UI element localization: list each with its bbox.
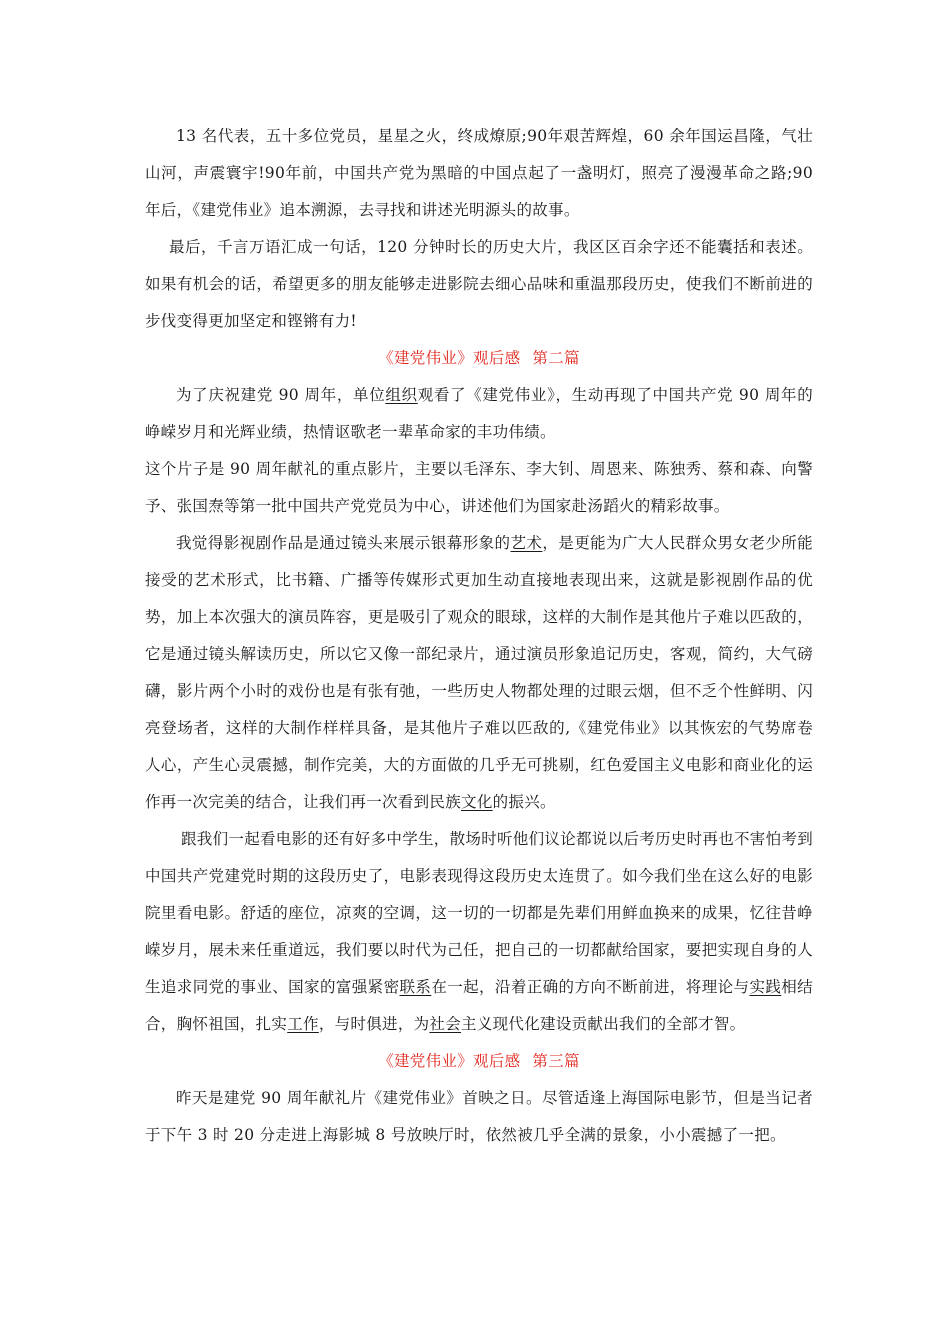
underlined-term: 文化	[461, 793, 493, 811]
section-heading-2	[145, 340, 813, 377]
section-number: 第二篇	[532, 349, 580, 367]
text-run: 的振兴。	[492, 793, 556, 811]
text-run: ，是更能为广大人民群众男女老少所能接受的艺术形式，比书籍、广播等传媒形式更加生动直接地表现出来，这就是影视剧作品的优势，加上本次强大的演员阵容，更是吸引了观众的眼球，这样的大制作是其他片子难以匹敌的，它是通过镜头解读历史，所以它又像一部纪录片，通过演员形象追记历史，客观，简约，大气磅礴，影片两个小时的戏份也是有张有弛，一些历史人物都处理的过眼云烟，但不乏个性鲜明、闪亮登场者，这样的大制作样样具备，是其他片子难以匹敌的,《建党伟业》以其恢宏的气势席卷人心，产生心灵震撼，制作完美，大的方面做的几乎无可挑剔，红色爱国主义电影和商业化的运作再一次完美的结合，让我们再一次看到民族	[145, 534, 813, 811]
underlined-term: 工作	[287, 1015, 319, 1033]
underlined-term: 艺术	[510, 534, 543, 552]
paragraph-film-summary: 这个片子是 90 周年献礼的重点影片，主要以毛泽东、李大钊、周恩来、陈独秀、蔡和森、向警予、张国焘等第一批中国共产党党员为中心，讲述他们为国家赴汤蹈火的精彩故事。	[145, 460, 813, 515]
section-title: 《建党伟业》观后感	[378, 349, 521, 367]
section-number: 第三篇	[532, 1052, 580, 1070]
text-run: 我觉得影视剧作品是通过镜头来展示银幕形象的	[176, 534, 511, 552]
section-heading-3	[145, 1043, 813, 1080]
underlined-term: 联系	[399, 978, 432, 996]
text-run: 相结合，胸怀祖国，扎实	[145, 978, 813, 1033]
text-run: 主义现代化建设贡献出我们的全部才智。	[461, 1015, 746, 1033]
underlined-term: 组织	[385, 386, 418, 404]
text-run: 为了庆祝建党 90 周年，单位	[176, 386, 386, 404]
underlined-term: 社会	[429, 1015, 462, 1033]
paragraph-intro: 13 名代表，五十多位党员，星星之火，终成燎原;90年艰苦辉煌，60 余年国运昌隆，气壮山河，声震寰宇!90年前，中国共产党为黑暗的中国点起了一盏明灯，照亮了漫漫革命之路;90年后，《建党伟业》追本溯源，去寻找和讲述光明源头的故事。	[145, 127, 813, 219]
text-run: ，与时俱进，为	[318, 1015, 430, 1033]
text-run: 跟我们一起看电影的还有好多中学生，散场时听他们议论都说以后考历史时再也不害怕考到中国共产党建党时期的这段历史了，电影表现得这段历史太连贯了。如今我们坐在这么好的电影院里看电影。舒适的座位，凉爽的空调，这一切的一切都是先辈们用鲜血换来的成果，忆往昔峥嵘岁月，展未来任重道远，我们要以时代为己任，把自己的一切都献给国家，要把实现自身的人生追求同党的事业、国家的富强紧密	[145, 830, 814, 996]
section-title: 《建党伟业》观后感	[378, 1052, 521, 1070]
text-run: 在一起，沿着正确的方向不断前进，将理论与	[431, 978, 750, 996]
paragraph-film-review	[145, 525, 813, 821]
paragraph-students	[145, 821, 813, 1043]
paragraph-conclusion: 最后，千言万语汇成一句话，120 分钟时长的历史大片，我区区百余字还不能囊括和表述。如果有机会的话，希望更多的朋友能够走进影院去细心品味和重温那段历史，使我们不断前进的步伐变得更加坚定和铿锵有力!	[145, 238, 813, 330]
paragraph-premiere: 昨天是建党 90 周年献礼片《建党伟业》首映之日。尽管适逢上海国际电影节，但是当记者于下午 3 时 20 分走进上海影城 8 号放映厅时，依然被几乎全满的景象，小小震撼了一把。	[145, 1089, 813, 1144]
text-run: 观看了《建党伟业》，生动再现了中国共产党 90 周年的峥嵘岁月和光辉业绩，热情讴歌老一辈革命家的丰功伟绩。	[145, 386, 813, 441]
paragraph-celebration	[145, 377, 813, 451]
document-page	[145, 118, 813, 1154]
underlined-term: 实践	[749, 978, 782, 996]
